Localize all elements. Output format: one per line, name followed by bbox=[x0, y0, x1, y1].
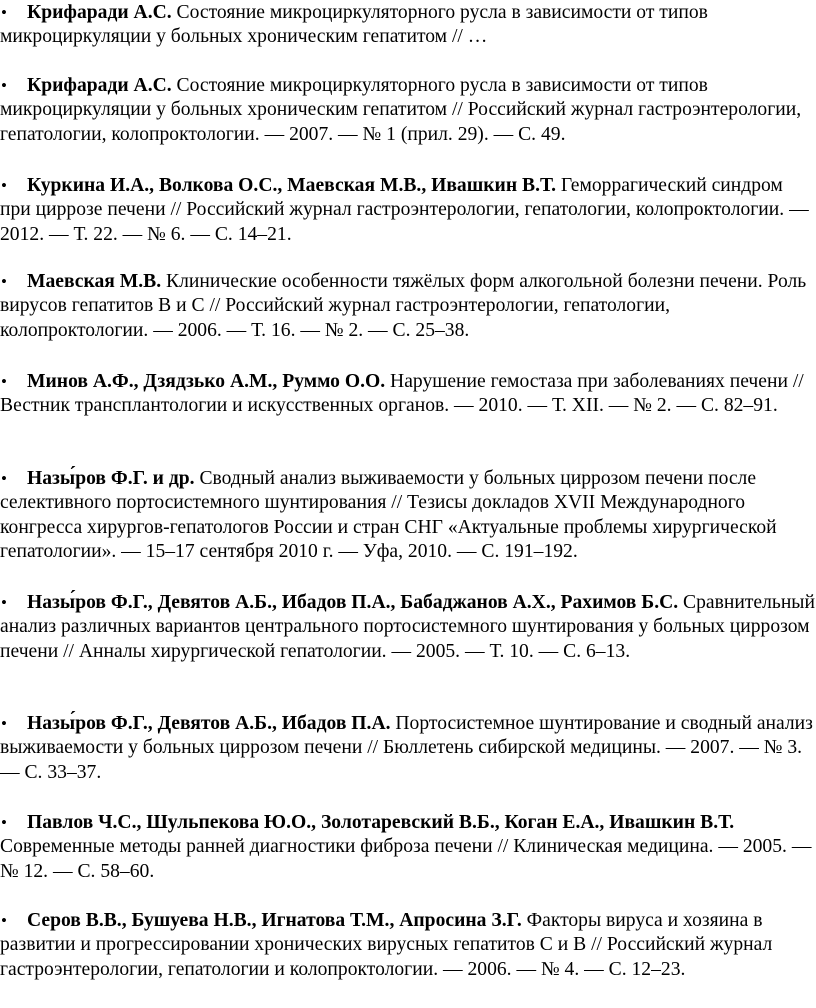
bullet-icon: • bbox=[1, 469, 7, 488]
reference-body bbox=[0, 74, 816, 147]
reference-authors: Куркина И.А., Волкова О.С., Маевская М.В., Ивашкин В.Т. bbox=[27, 175, 557, 196]
reference-text: Сводный анализ выживаемости у больных циррозом печени после селективного портосистемного шунтирования // Тезисы докладов XVII Международного конгресса хирургов-гепатологов России и стран СНГ «Актуальные проблемы хирургической гепатологии». — 15–17 сентября 2010 г. — Уфа, 2010. — С. 191–192. bbox=[0, 468, 777, 562]
reference-text: Портосистемное шунтирование и сводный анализ выживаемости у больных циррозом печени // Бюллетень сибирской медицины. — 2007. — № 3. — С. 33–37. bbox=[0, 713, 813, 783]
reference-item bbox=[0, 370, 816, 419]
reference-authors: Минов А.Ф., Дзядзько А.М., Руммо О.О. bbox=[27, 371, 386, 392]
reference-body bbox=[0, 467, 816, 564]
reference-item bbox=[0, 74, 816, 147]
reference-item bbox=[0, 467, 816, 564]
reference-text: Современные методы ранней диагностики фиброза печени // Клиническая медицина. — 2005. — № 12. — С. 58–60. bbox=[0, 836, 812, 882]
reference-text: Состояние микроциркуляторного русла в зависимости от типов микроциркуляции у больных хроническим гепатитом // Российский журнал гастроэнтерологии, гепатологии, колопроктологии. — 2007. — № 1 (прил. 29). — С. 49. bbox=[0, 75, 802, 145]
reference-body bbox=[0, 174, 816, 247]
reference-item bbox=[0, 811, 816, 884]
reference-body bbox=[0, 909, 816, 982]
reference-body bbox=[0, 811, 816, 884]
reference-body bbox=[0, 270, 816, 343]
bullet-icon: • bbox=[1, 714, 7, 733]
bullet-icon: • bbox=[1, 76, 7, 95]
reference-authors: Назы́ров Ф.Г., Девятов А.Б., Ибадов П.А. bbox=[27, 713, 391, 734]
reference-authors: Маевская М.В. bbox=[27, 271, 162, 292]
bullet-icon: • bbox=[1, 593, 7, 612]
reference-text: Геморрагический синдром при циррозе печени // Российский журнал гастроэнтерологии, гепатологии, колопроктологии. — 2012. — Т. 22. — № 6. — С. 14–21. bbox=[0, 175, 809, 245]
reference-body bbox=[0, 712, 816, 785]
reference-authors: Назы́ров Ф.Г., Девятов А.Б., Ибадов П.А., Бабаджанов А.Х., Рахимов Б.С. bbox=[27, 592, 679, 613]
reference-item bbox=[0, 174, 816, 247]
reference-authors: Назы́ров Ф.Г. и др. bbox=[27, 468, 195, 489]
reference-item bbox=[0, 909, 816, 982]
reference-body bbox=[0, 1, 816, 50]
bullet-icon: • bbox=[1, 372, 7, 391]
reference-text: Нарушение гемостаза при заболеваниях печени // Вестник трансплантологии и искусственных органов. — 2010. — Т. XII. — № 2. — С. 82–91. bbox=[0, 371, 804, 417]
bullet-icon: • bbox=[1, 911, 7, 930]
reference-text: Состояние микроциркуляторного русла в зависимости от типов микроциркуляции у больных хроническим гепатитом // … bbox=[0, 2, 708, 48]
bullet-icon: • bbox=[1, 3, 7, 22]
reference-text: Сравнительный анализ различных вариантов центрального портосистемного шунтирования у больных циррозом печени // Анналы хирургической гепатологии. — 2005. — Т. 10. — С. 6–13. bbox=[0, 592, 815, 662]
reference-item bbox=[0, 712, 816, 785]
reference-body bbox=[0, 591, 816, 664]
reference-item bbox=[0, 270, 816, 343]
bullet-icon: • bbox=[1, 272, 7, 291]
bullet-icon: • bbox=[1, 176, 7, 195]
reference-item bbox=[0, 591, 816, 664]
reference-text: Клинические особенности тяжёлых форм алкогольной болезни печени. Роль вирусов гепатитов В и С // Российский журнал гастроэнтерологии, гепатологии, колопроктологии. — 2006. — Т. 16. — № 2. — С. 25–38. bbox=[0, 271, 807, 341]
bullet-icon: • bbox=[1, 813, 7, 832]
reference-text: Факторы вируса и хозяина в развитии и прогрессировании хронических вирусных гепатитов С и В // Российский журнал гастроэнтерологии, гепатологии и колопроктологии. — 2006. — № 4. — С. 12–23. bbox=[0, 910, 773, 980]
reference-body bbox=[0, 370, 816, 419]
reference-authors: Крифаради А.С. bbox=[27, 2, 172, 23]
reference-authors: Павлов Ч.С., Шульпекова Ю.О., Золотаревский В.Б., Коган Е.А., Ивашкин В.Т. bbox=[27, 812, 735, 833]
reference-authors: Серов В.В., Бушуева Н.В., Игнатова Т.М., Апросина З.Г. bbox=[27, 910, 522, 931]
reference-item bbox=[0, 1, 816, 50]
reference-authors: Крифаради А.С. bbox=[27, 75, 172, 96]
